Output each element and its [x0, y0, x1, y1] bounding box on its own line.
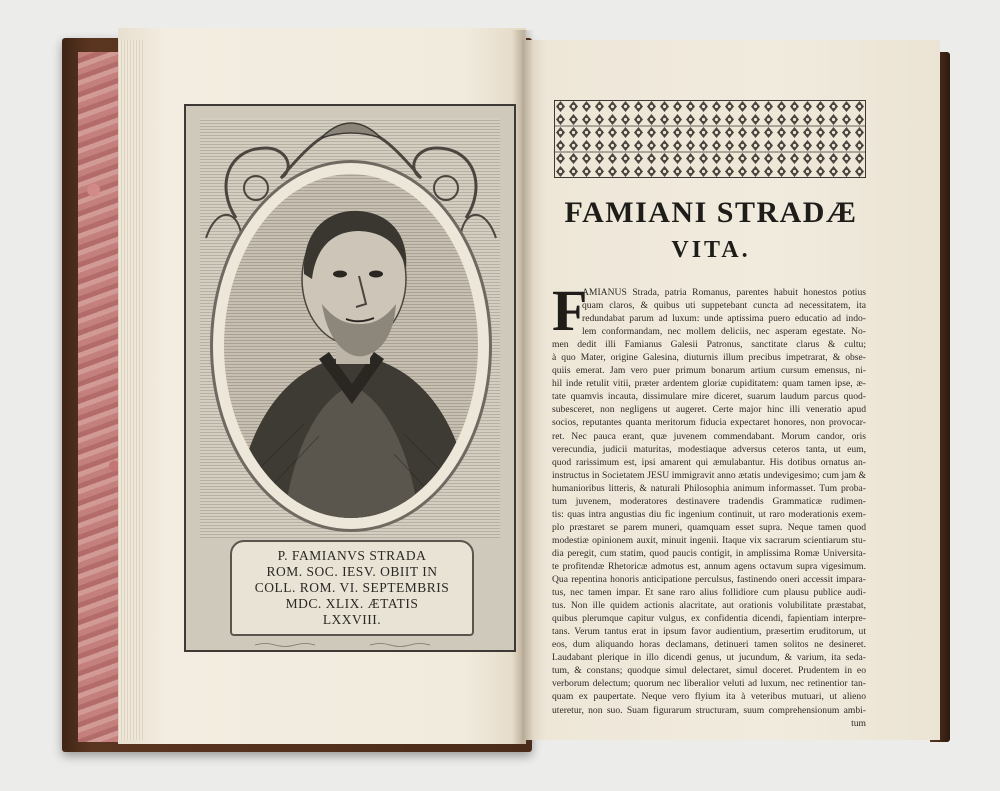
page-subtitle: VITA.	[671, 237, 751, 263]
text-line: lem conformandam, nec mollem deliciis, nec asperam egestate. No-	[582, 326, 866, 338]
text-line: tum	[851, 717, 866, 729]
inscription-line: ROM. SOC. IESV. OBIIT IN	[266, 564, 438, 579]
text-line: ret. Nec pauca erant, quæ juvenem commendabant. Morum candor, oris	[552, 430, 866, 442]
text-line: tis: quas intra angustias diu fic ingenium continuit, ut raro moderationis exem-	[552, 508, 866, 520]
inscription-line: P. FAMIANVS STRADA	[277, 548, 427, 563]
inscription-line: LXXVIII.	[322, 612, 382, 627]
text-line: men dedit illi Famianus Galesii Patronus, sanctitate clarus & cultu;	[552, 339, 866, 351]
left-page-edges	[118, 40, 144, 740]
text-line: socios, reputantes quanta meritorum fiducia expectaret honores, non provocar-	[552, 417, 866, 429]
text-line: te profitendæ Rhetoricæ admotus est, annum agens octavum supra vigesimum.	[552, 560, 866, 572]
text-line: quam claros, & quibus uti suppetebant cuncta ad necessitatem, ita	[582, 300, 866, 312]
portrait-engraving	[224, 174, 478, 518]
text-line: Qua repentina honoris anticipatione perculsus, fastinendo oneri accessit impara-	[552, 574, 866, 586]
drop-capital: F	[552, 278, 588, 343]
text-line: dia peregit, cum statim, quod paucis contigit, in amplissima Romæ Universita-	[552, 547, 866, 559]
engraver-signature	[250, 642, 470, 648]
body-text	[552, 278, 866, 730]
text-line: verecundia, judicii maturitas, modestiaque adversus ceteros tanta, ut eum,	[552, 443, 866, 455]
text-line: AMIANUS Strada, patria Romanus, parentes habuit honestos potius	[582, 287, 866, 298]
text-line: uteretur, non suo. Suam figurarum structuram, suum comprehensionum ambi-	[552, 704, 866, 716]
text-line: verborum delectum; quorum nec liberalior veluti ad luxum, nec retinentior tan-	[552, 678, 866, 690]
inscription-line: COLL. ROM. VI. SEPTEMBRIS	[254, 580, 450, 595]
headpiece-ornament	[554, 100, 866, 178]
text-line: eos, dum aliquando horas declamans, detinueri tamen solitos ne desineret.	[552, 639, 866, 651]
text-line: tate quamvis incauta, dissimulare mire diceret, suarum laudum parcus quod-	[552, 391, 866, 403]
text-line: subesceret, non negligens ut augeret. Certe major hinc illi veneratio apud	[552, 404, 866, 416]
plaque-inscription	[232, 548, 472, 628]
text-line: à quo Mater, origine Galesina, diuturnis illum precibus impetrarat, & obse-	[552, 352, 866, 364]
text-line: quiis emerat. Jam vero puer primum bonarum artium cursum emensus, ni-	[552, 365, 866, 377]
text-line: tans. Verum tantus erat in ipsum favor audientium, præsertim eruditorum, ut	[552, 626, 866, 638]
text-line: modestiæ opinionem auxit, minuit ingenii. Itaque vix sacrarum scientiarum stu-	[552, 534, 866, 546]
text-line: humanioribus litteris, & naturali Philosophia animum informasset. Tum proba-	[552, 482, 866, 494]
text-line: tus, nec tamen impar. Et sane raro alius follidiore cum plausu publice audi-	[552, 587, 866, 599]
text-line: Laudabant plerique in illo dicendi genus, ut jucundum, & varium, ita seda-	[552, 652, 866, 664]
text-line: hil inde retulit vitii, præter ardentem gloriæ cupiditatem: quam tamen ipse, æ-	[552, 378, 866, 390]
text-line: redundabat parum ad luxum: unde aptissima puero educatio ad indo-	[582, 313, 866, 325]
text-line: tum juvenem, moderatores destinavere tradendis Grammaticæ rudimen-	[552, 495, 866, 507]
page-title: FAMIANI STRADÆ	[564, 196, 858, 229]
text-line: instructus in Societatem JESU immigravit anno ætatis undevigesimo; cum jam &	[552, 469, 866, 481]
text-line: plo præstaret se parem muneri, quamquam esset supra. Neque tamen quod	[552, 521, 866, 533]
text-line: quam ex paupertate. Neque vero flyium ita à veteribus mutuari, ut alieno	[552, 691, 866, 703]
inscription-line: MDC. XLIX. ÆTATIS	[285, 596, 419, 611]
text-line: tum, & constans; quodque simul delectaret, simul doceret. Prudentem in eo	[552, 665, 866, 677]
text-line: quibus plerumque capitur vulgus, ex confidentia dicendi, fapientiam interpre-	[552, 613, 866, 625]
portrait-oval	[224, 174, 478, 518]
text-line: quod rarissimum est, ipsi amarent qui æmulabantur. His dotibus ornatus an-	[552, 456, 866, 468]
text-line: tus. Non ille quidem actionis alacritate, aut orationis volubilitate præstabat,	[552, 600, 866, 612]
